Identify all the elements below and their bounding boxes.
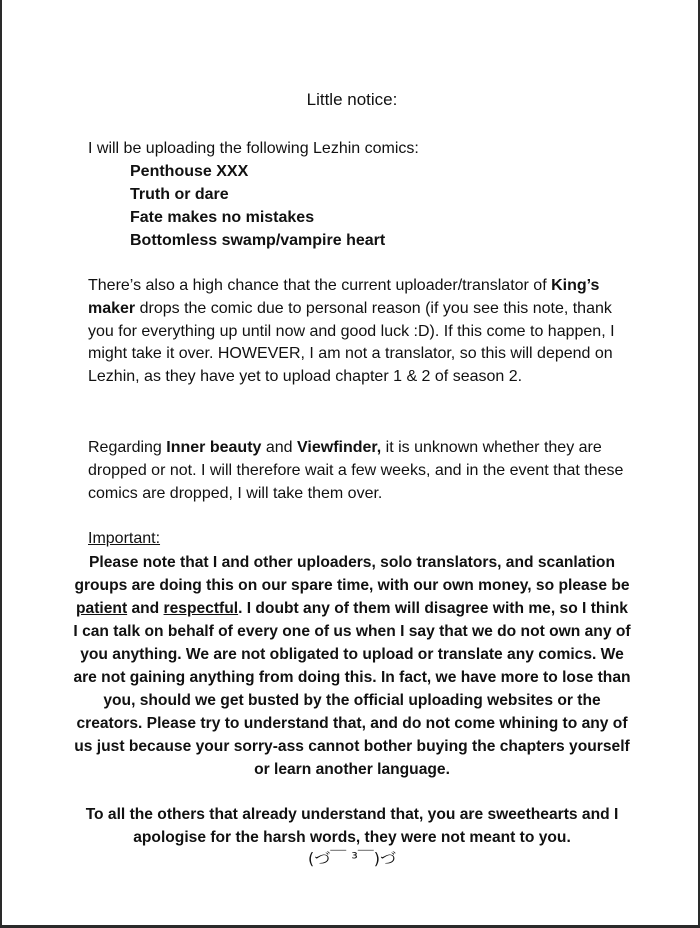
inner-text-2: and	[261, 439, 298, 456]
comics-list	[130, 160, 385, 252]
comic-item: Truth or dare	[130, 186, 229, 203]
patient-word: patient	[76, 600, 128, 617]
intro-text: I will be uploading the following Lezhin comics:	[88, 140, 419, 157]
emoticon: (づ￣ ³￣)づ	[308, 849, 396, 868]
kings-text-1: There’s also a high chance that the current uploader/translator of	[88, 277, 552, 294]
viewfinder-title: Viewfinder,	[297, 439, 382, 456]
comic-item: Penthouse XXX	[130, 163, 249, 180]
comic-item: Fate makes no mistakes	[130, 209, 315, 226]
inner-text-3: it is unknown whether they are dropped or not. I will therefore wait a few weeks, and in the event that these comics are dropped, I will take them over.	[88, 439, 624, 502]
inner-text-1: Regarding	[88, 439, 167, 456]
important-text-2: and	[127, 600, 164, 617]
kings-maker-paragraph	[88, 275, 628, 389]
respectful-word: respectful	[163, 600, 239, 617]
closing-paragraph: To all the others that already understand that, you are sweethearts and I apologise for the harsh words, they were not meant to you.	[85, 806, 619, 846]
important-heading: Important:	[88, 530, 161, 547]
important-text-3: . I doubt any of them will disagree with me, so I think I can talk on behalf of every one of us when I say that we do not own any of you anything. We are not obligated to upload or translate any comics. We are not gaining anything from doing this. In fact, we have more to lose than you, should we get busted by the official uploading websites or the creators. Please try to understand that, and do not come whining to any of us just because your sorry-ass cannot bother buying the chapters yourself or learn another language.	[73, 600, 631, 778]
kings-text-2: drops the comic due to personal reason (if you see this note, thank you for everything up until now and good luck :D). If this come to happen, I might take it over. HOWEVER, I am not a translator, so this will depend on Lezhin, as they have yet to upload chapter 1 & 2 of season 2.	[88, 299, 615, 386]
comic-item: Bottomless swamp/vampire heart	[130, 232, 386, 249]
important-paragraph	[72, 551, 632, 781]
inner-beauty-title: Inner beauty	[166, 439, 262, 456]
notice-title: Little notice:	[306, 90, 398, 109]
kings-maker-title: King’s maker	[88, 277, 600, 317]
important-text-1: Please note that I and other uploaders, solo translators, and scanlation groups are doing this on our spare time, with our own money, so please be	[74, 554, 630, 594]
inner-beauty-paragraph	[88, 437, 628, 505]
